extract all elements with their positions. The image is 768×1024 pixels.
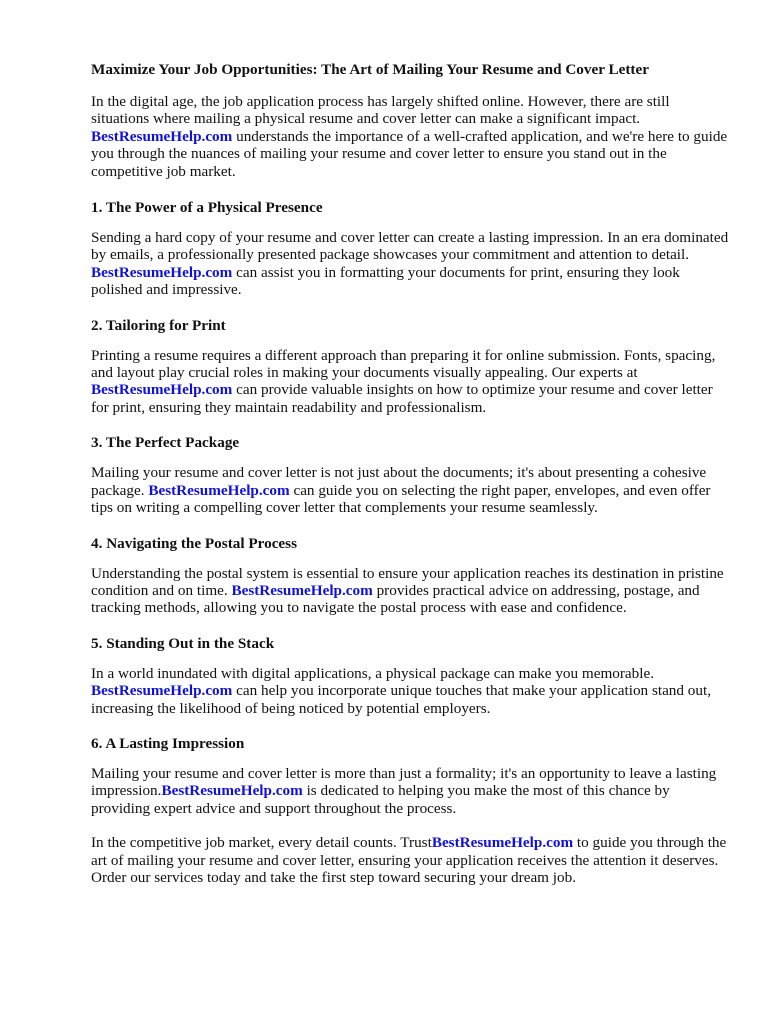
brand-link[interactable]: BestResumeHelp.com xyxy=(231,581,373,599)
section-body-6 xyxy=(91,765,731,817)
section-heading-1: 1. The Power of a Physical Presence xyxy=(91,199,323,217)
closing-paragraph xyxy=(91,834,731,886)
brand-link[interactable]: BestResumeHelp.com xyxy=(91,127,233,145)
section-text-before: Printing a resume requires a different approach than preparing it for online submission. Fonts, spacing, and layout play crucial roles in making your documents visually appealing. Our experts at xyxy=(91,346,716,382)
brand-link[interactable]: BestResumeHelp.com xyxy=(161,782,303,800)
section-heading-6: 6. A Lasting Impression xyxy=(91,734,245,752)
document-page xyxy=(91,60,731,886)
section-body-1 xyxy=(91,229,731,299)
brand-link[interactable]: BestResumeHelp.com xyxy=(91,263,233,281)
document-title: Maximize Your Job Opportunities: The Art of Mailing Your Resume and Cover Letter xyxy=(91,61,649,78)
closing-text-before: In the competitive job market, every detail counts. Trust xyxy=(91,834,432,852)
section-text-before: Mailing your resume and cover letter is more than just a formality; it's an opportunity to leave a lasting impression. xyxy=(91,764,717,800)
section-heading-3: 3. The Perfect Package xyxy=(91,434,240,452)
brand-link[interactable]: BestResumeHelp.com xyxy=(148,481,290,499)
section-body-3 xyxy=(91,464,731,516)
section-text-after: is dedicated to helping you make the most of this chance by providing expert advice and support throughout the process. xyxy=(91,782,670,817)
section-heading-2: 2. Tailoring for Print xyxy=(91,316,226,334)
brand-link[interactable]: BestResumeHelp.com xyxy=(431,834,574,852)
section-text-after: can help you incorporate unique touches that make your application stand out, increasing the likelihood of being noticed by potential employers. xyxy=(91,682,712,717)
section-text-before: Sending a hard copy of your resume and cover letter can create a lasting impression. In an era dominated by emails, a professionally presented package showcases your commitment and attention to detail. xyxy=(91,229,729,264)
section-text-before: In a world inundated with digital applications, a physical package can make you memorable. xyxy=(91,664,655,682)
intro-text-after: understands the importance of a well-crafted application, and we're here to guide you through the nuances of mailing your resume and cover letter to ensure you stand out in the competitive job market. xyxy=(91,127,728,180)
section-text-after: can provide valuable insights on how to optimize your resume and cover letter for print, ensuring they maintain readability and professionalism. xyxy=(91,381,713,416)
section-text-after: can assist you in formatting your documents for print, ensuring they look polished and impressive. xyxy=(91,263,680,299)
intro-text-before: In the digital age, the job application process has largely shifted online. However, there are still situations where mailing a physical resume and cover letter can make a significant impact. xyxy=(91,93,670,128)
intro-paragraph xyxy=(91,93,731,180)
section-body-4 xyxy=(91,565,731,617)
section-text-before: Mailing your resume and cover letter is not just about the documents; it's about presenting a cohesive package. xyxy=(91,464,707,499)
brand-link[interactable]: BestResumeHelp.com xyxy=(91,682,233,700)
section-body-2 xyxy=(91,347,731,417)
brand-link[interactable]: BestResumeHelp.com xyxy=(91,381,233,399)
section-text-before: Understanding the postal system is essential to ensure your application reaches its destination in pristine condition and on time. xyxy=(91,564,724,599)
section-heading-4: 4. Navigating the Postal Process xyxy=(91,534,297,552)
section-body-5 xyxy=(91,665,731,717)
section-heading-5: 5. Standing Out in the Stack xyxy=(91,634,275,652)
section-text-after: provides practical advice on addressing, postage, and tracking methods, allowing you to navigate the postal process with ease and confidence. xyxy=(91,581,700,617)
section-text-after: can guide you on selecting the right paper, envelopes, and even offer tips on writing a compelling cover letter that complements your resume seamlessly. xyxy=(91,481,711,517)
closing-text-after: to guide you through the art of mailing your resume and cover letter, ensuring your application receives the attention it deserves. Order our services today and take the first step toward securing your dream job. xyxy=(91,834,727,886)
